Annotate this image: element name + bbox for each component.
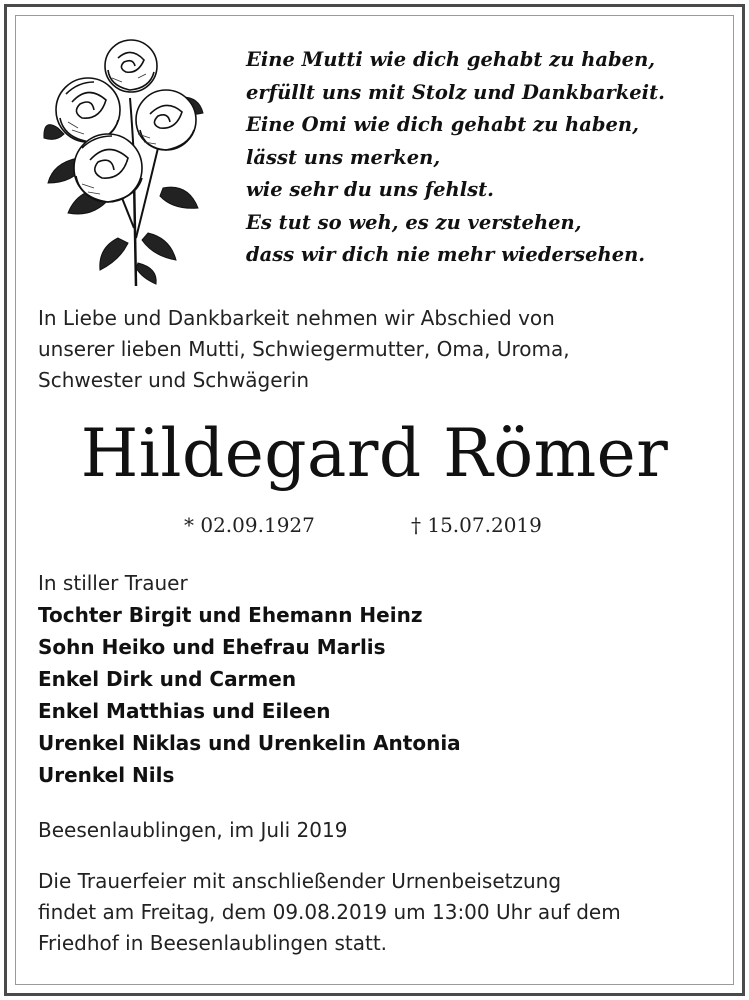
mourner-entry: Tochter Birgit und Ehemann Heinz bbox=[38, 603, 423, 627]
funeral-notice bbox=[38, 866, 728, 959]
mourner-entry: Enkel Matthias und Eileen bbox=[38, 699, 331, 723]
poem-line: Eine Omi wie dich gehabt zu haben, bbox=[246, 113, 639, 136]
funeral-line: findet am Freitag, dem 09.08.2019 um 13:00 Uhr auf dem bbox=[38, 900, 621, 924]
poem bbox=[246, 44, 716, 272]
death-date: † 15.07.2019 bbox=[411, 513, 542, 537]
poem-line: wie sehr du uns fehlst. bbox=[246, 178, 494, 201]
funeral-line: Die Trauerfeier mit anschließender Urnenbeisetzung bbox=[38, 869, 562, 893]
deceased-name: Hildegard Römer bbox=[80, 415, 669, 492]
mourners-block bbox=[38, 567, 718, 791]
funeral-line: Friedhof in Beesenlaublingen statt. bbox=[38, 931, 388, 955]
mourner-entry: Urenkel Niklas und Urenkelin Antonia bbox=[38, 731, 461, 755]
birth-date: * 02.09.1927 bbox=[184, 513, 315, 537]
intro-text bbox=[38, 303, 718, 396]
mourner-entry: Enkel Dirk und Carmen bbox=[38, 667, 297, 691]
intro-line: In Liebe und Dankbarkeit nehmen wir Abschied von bbox=[38, 306, 555, 330]
rose-bouquet-icon bbox=[38, 38, 208, 288]
poem-line: erfüllt uns mit Stolz und Dankbarkeit. bbox=[246, 80, 665, 104]
poem-line: Eine Mutti wie dich gehabt zu haben, bbox=[246, 48, 656, 71]
mourning-heading: In stiller Trauer bbox=[38, 571, 188, 595]
intro-line: Schwester und Schwägerin bbox=[38, 368, 310, 392]
place-and-date: Beesenlaublingen, im Juli 2019 bbox=[38, 818, 348, 842]
poem-line: lässt uns merken, bbox=[246, 145, 441, 169]
poem-line: dass wir dich nie mehr wiedersehen. bbox=[246, 243, 646, 266]
mourner-entry: Sohn Heiko und Ehefrau Marlis bbox=[38, 635, 386, 659]
mourner-entry: Urenkel Nils bbox=[38, 763, 175, 787]
intro-line: unserer lieben Mutti, Schwiegermutter, Oma, Uroma, bbox=[38, 337, 570, 361]
poem-line: Es tut so weh, es zu verstehen, bbox=[246, 210, 582, 234]
